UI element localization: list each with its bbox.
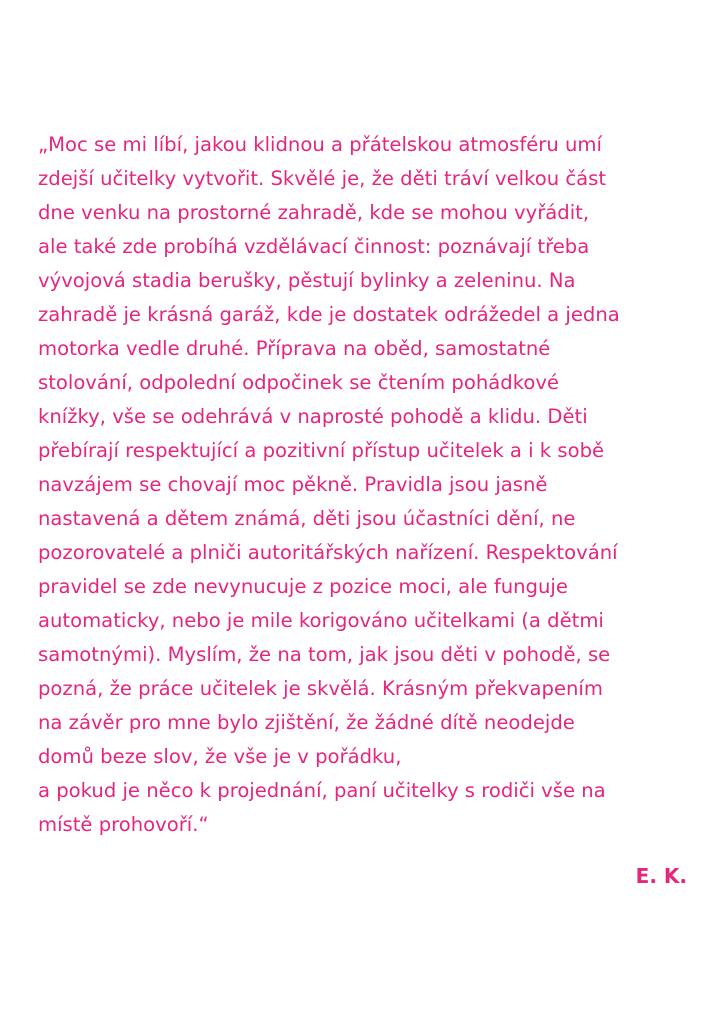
quote-line: pozná, že práce učitelek je skvělá. Krásným překvapením	[38, 677, 603, 700]
quote-line: a pokud je něco k projednání, paní učitelky s rodiči vše na	[38, 779, 606, 802]
quote-line: knížky, vše se odehrává v naprosté pohodě a klidu. Děti	[38, 405, 588, 428]
quote-line: stolování, odpolední odpočinek se čtením pohádkové	[38, 371, 559, 394]
quote-line: zdejší učitelky vytvořit. Skvělé je, že děti tráví velkou část	[38, 167, 607, 190]
quote-line: ale také zde probíhá vzdělávací činnost: poznávají třeba	[38, 235, 590, 258]
quote-line: „Moc se mi líbí, jakou klidnou a přátelskou atmosféru umí	[38, 133, 602, 156]
author-signature: E. K.	[635, 864, 687, 888]
quote-line: vývojová stadia berušky, pěstují bylinky a zeleninu. Na	[38, 269, 576, 292]
quote-line: pravidel se zde nevynucuje z pozice moci, ale funguje	[38, 575, 568, 598]
quote-line: motorka vedle druhé. Příprava na oběd, samostatné	[38, 337, 551, 360]
quote-line: místě prohovoří.“	[38, 813, 209, 836]
quote-line: samotnými). Myslím, že na tom, jak jsou děti v pohodě, se	[38, 643, 611, 666]
quote-line: navzájem se chovají moc pěkně. Pravidla jsou jasně	[38, 473, 548, 496]
quote-line: dne venku na prostorné zahradě, kde se mohou vyřádit,	[38, 201, 590, 224]
quote-line: nastavená a dětem známá, děti jsou účastníci dění, ne	[38, 507, 576, 530]
testimonial-quote	[38, 128, 698, 842]
quote-line: přebírají respektující a pozitivní přístup učitelek a i k sobě	[38, 439, 605, 462]
quote-line: zahradě je krásná garáž, kde je dostatek odrážedel a jedna	[38, 303, 620, 326]
quote-line: domů beze slov, že vše je v pořádku,	[38, 745, 402, 768]
quote-line: na závěr pro mne bylo zjištění, že žádné dítě neodejde	[38, 711, 575, 734]
quote-line: automaticky, nebo je mile korigováno učitelkami (a dětmi	[38, 609, 604, 632]
quote-line: pozorovatelé a plniči autoritářských nařízení. Respektování	[38, 541, 618, 564]
